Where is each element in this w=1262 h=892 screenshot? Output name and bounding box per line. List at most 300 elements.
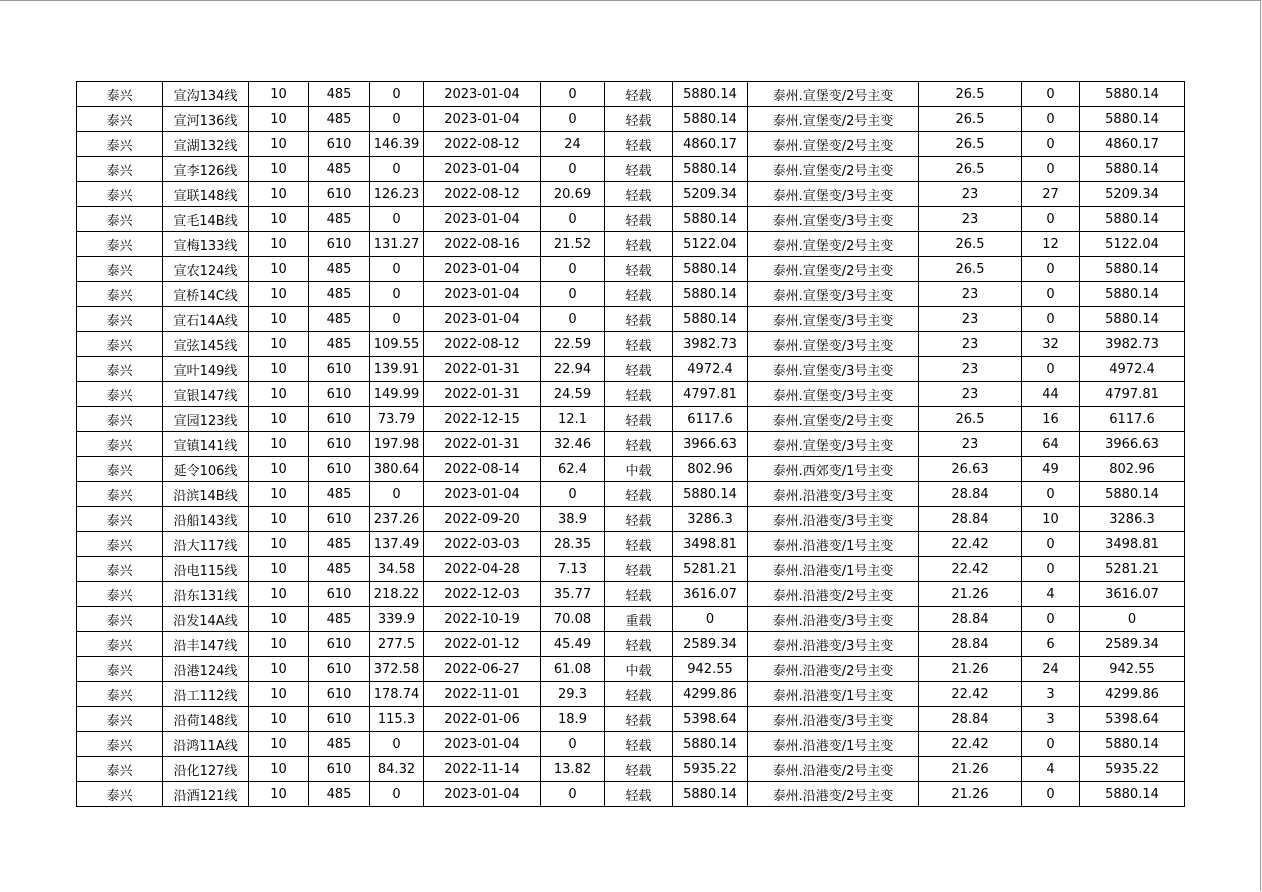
capacity-cell: 5209.34: [1080, 182, 1185, 207]
available-capacity-cell: 802.96: [673, 457, 748, 482]
line-name-cell: 沿电115线: [163, 557, 249, 582]
load-status-cell: 轻载: [605, 182, 673, 207]
load-rate-cell: 18.9: [541, 707, 605, 732]
count-cell: 0: [1022, 107, 1080, 132]
load-status-cell: 轻载: [605, 332, 673, 357]
line-name-cell: 沿丰147线: [163, 632, 249, 657]
voltage-cell: 10: [249, 582, 309, 607]
count-cell: 64: [1022, 432, 1080, 457]
count-cell: 16: [1022, 407, 1080, 432]
transformer-load-cell: 23: [919, 207, 1022, 232]
available-capacity-cell: 5398.64: [673, 707, 748, 732]
capacity-cell: 4299.86: [1080, 682, 1185, 707]
voltage-cell: 10: [249, 382, 309, 407]
line-name-cell: 沿荷148线: [163, 707, 249, 732]
line-name-cell: 沿发14A线: [163, 607, 249, 632]
date-cell: 2022-01-12: [424, 632, 541, 657]
rated-current-cell: 610: [309, 657, 370, 682]
rated-current-cell: 610: [309, 357, 370, 382]
table-row: [77, 107, 1185, 132]
region-cell: 泰兴: [77, 632, 163, 657]
region-cell: 泰兴: [77, 82, 163, 107]
count-cell: 32: [1022, 332, 1080, 357]
load-rate-cell: 35.77: [541, 582, 605, 607]
voltage-cell: 10: [249, 532, 309, 557]
date-cell: 2023-01-04: [424, 482, 541, 507]
line-name-cell: 宣湖132线: [163, 132, 249, 157]
table-row: [77, 132, 1185, 157]
capacity-cell: 5880.14: [1080, 107, 1185, 132]
capacity-cell: 5880.14: [1080, 482, 1185, 507]
transformer-cell: 泰州.宣堡变/3号主变: [748, 207, 919, 232]
max-current-cell: 197.98: [370, 432, 424, 457]
date-cell: 2023-01-04: [424, 157, 541, 182]
region-cell: 泰兴: [77, 382, 163, 407]
load-rate-cell: 61.08: [541, 657, 605, 682]
table-row: [77, 457, 1185, 482]
transformer-cell: 泰州.沿港变/3号主变: [748, 607, 919, 632]
rated-current-cell: 610: [309, 382, 370, 407]
capacity-cell: 802.96: [1080, 457, 1185, 482]
transformer-load-cell: 26.5: [919, 407, 1022, 432]
transformer-load-cell: 22.42: [919, 532, 1022, 557]
load-rate-cell: 0: [541, 482, 605, 507]
rated-current-cell: 485: [309, 207, 370, 232]
region-cell: 泰兴: [77, 457, 163, 482]
date-cell: 2022-01-31: [424, 382, 541, 407]
count-cell: 4: [1022, 757, 1080, 782]
table-row: [77, 407, 1185, 432]
voltage-cell: 10: [249, 207, 309, 232]
load-rate-cell: 0: [541, 157, 605, 182]
rated-current-cell: 610: [309, 632, 370, 657]
capacity-cell: 5281.21: [1080, 557, 1185, 582]
load-rate-cell: 0: [541, 732, 605, 757]
capacity-cell: 0: [1080, 607, 1185, 632]
count-cell: 27: [1022, 182, 1080, 207]
region-cell: 泰兴: [77, 132, 163, 157]
table-row: [77, 357, 1185, 382]
rated-current-cell: 610: [309, 432, 370, 457]
transformer-cell: 泰州.宣堡变/2号主变: [748, 157, 919, 182]
max-current-cell: 126.23: [370, 182, 424, 207]
capacity-cell: 4972.4: [1080, 357, 1185, 382]
capacity-cell: 3982.73: [1080, 332, 1185, 357]
max-current-cell: 0: [370, 732, 424, 757]
table-row: [77, 207, 1185, 232]
max-current-cell: 237.26: [370, 507, 424, 532]
date-cell: 2022-08-14: [424, 457, 541, 482]
load-rate-cell: 0: [541, 207, 605, 232]
transformer-load-cell: 22.42: [919, 557, 1022, 582]
table-row: [77, 732, 1185, 757]
load-rate-cell: 45.49: [541, 632, 605, 657]
rated-current-cell: 485: [309, 732, 370, 757]
table-row: [77, 682, 1185, 707]
line-name-cell: 宣银147线: [163, 382, 249, 407]
rated-current-cell: 610: [309, 457, 370, 482]
line-name-cell: 沿港124线: [163, 657, 249, 682]
transformer-cell: 泰州.沿港变/3号主变: [748, 482, 919, 507]
date-cell: 2023-01-04: [424, 307, 541, 332]
voltage-cell: 10: [249, 707, 309, 732]
available-capacity-cell: 5880.14: [673, 307, 748, 332]
date-cell: 2022-03-03: [424, 532, 541, 557]
capacity-cell: 2589.34: [1080, 632, 1185, 657]
voltage-cell: 10: [249, 632, 309, 657]
available-capacity-cell: 5880.14: [673, 482, 748, 507]
max-current-cell: 0: [370, 257, 424, 282]
region-cell: 泰兴: [77, 532, 163, 557]
transformer-load-cell: 26.63: [919, 457, 1022, 482]
transformer-load-cell: 26.5: [919, 257, 1022, 282]
table-row: [77, 432, 1185, 457]
max-current-cell: 0: [370, 782, 424, 807]
transformer-cell: 泰州.宣堡变/3号主变: [748, 357, 919, 382]
transformer-cell: 泰州.宣堡变/3号主变: [748, 182, 919, 207]
table-row: [77, 632, 1185, 657]
rated-current-cell: 485: [309, 282, 370, 307]
capacity-cell: 5880.14: [1080, 732, 1185, 757]
rated-current-cell: 485: [309, 157, 370, 182]
count-cell: 0: [1022, 607, 1080, 632]
transformer-load-cell: 28.84: [919, 707, 1022, 732]
region-cell: 泰兴: [77, 357, 163, 382]
load-status-cell: 轻载: [605, 257, 673, 282]
load-rate-cell: 29.3: [541, 682, 605, 707]
capacity-cell: 5880.14: [1080, 157, 1185, 182]
voltage-cell: 10: [249, 457, 309, 482]
max-current-cell: 178.74: [370, 682, 424, 707]
max-current-cell: 0: [370, 307, 424, 332]
transformer-load-cell: 23: [919, 182, 1022, 207]
max-current-cell: 137.49: [370, 532, 424, 557]
load-rate-cell: 22.94: [541, 357, 605, 382]
transformer-cell: 泰州.宣堡变/2号主变: [748, 132, 919, 157]
table-row: [77, 557, 1185, 582]
count-cell: 0: [1022, 782, 1080, 807]
count-cell: 0: [1022, 732, 1080, 757]
load-status-cell: 轻载: [605, 82, 673, 107]
load-status-cell: 轻载: [605, 757, 673, 782]
load-status-cell: 轻载: [605, 732, 673, 757]
count-cell: 6: [1022, 632, 1080, 657]
max-current-cell: 372.58: [370, 657, 424, 682]
table-row: [77, 782, 1185, 807]
load-status-cell: 轻载: [605, 707, 673, 732]
date-cell: 2022-06-27: [424, 657, 541, 682]
date-cell: 2023-01-04: [424, 107, 541, 132]
region-cell: 泰兴: [77, 282, 163, 307]
max-current-cell: 0: [370, 82, 424, 107]
transformer-cell: 泰州.沿港变/1号主变: [748, 682, 919, 707]
line-name-cell: 宣弦145线: [163, 332, 249, 357]
transformer-load-cell: 23: [919, 332, 1022, 357]
max-current-cell: 34.58: [370, 557, 424, 582]
transformer-load-cell: 21.26: [919, 782, 1022, 807]
max-current-cell: 0: [370, 282, 424, 307]
available-capacity-cell: 4797.81: [673, 382, 748, 407]
table-row: [77, 507, 1185, 532]
line-name-cell: 宣石14A线: [163, 307, 249, 332]
count-cell: 0: [1022, 557, 1080, 582]
available-capacity-cell: 5880.14: [673, 282, 748, 307]
transformer-cell: 泰州.宣堡变/3号主变: [748, 332, 919, 357]
date-cell: 2022-01-31: [424, 432, 541, 457]
rated-current-cell: 485: [309, 557, 370, 582]
count-cell: 49: [1022, 457, 1080, 482]
region-cell: 泰兴: [77, 207, 163, 232]
voltage-cell: 10: [249, 357, 309, 382]
date-cell: 2022-12-15: [424, 407, 541, 432]
line-name-cell: 沿大117线: [163, 532, 249, 557]
load-rate-cell: 0: [541, 282, 605, 307]
max-current-cell: 0: [370, 157, 424, 182]
voltage-cell: 10: [249, 782, 309, 807]
load-status-cell: 中载: [605, 457, 673, 482]
count-cell: 0: [1022, 482, 1080, 507]
available-capacity-cell: 5880.14: [673, 257, 748, 282]
count-cell: 3: [1022, 707, 1080, 732]
transformer-cell: 泰州.沿港变/1号主变: [748, 557, 919, 582]
load-rate-cell: 38.9: [541, 507, 605, 532]
voltage-cell: 10: [249, 282, 309, 307]
max-current-cell: 339.9: [370, 607, 424, 632]
line-name-cell: 沿东131线: [163, 582, 249, 607]
capacity-cell: 942.55: [1080, 657, 1185, 682]
transformer-load-cell: 21.26: [919, 757, 1022, 782]
voltage-cell: 10: [249, 607, 309, 632]
region-cell: 泰兴: [77, 232, 163, 257]
load-status-cell: 轻载: [605, 507, 673, 532]
rated-current-cell: 485: [309, 107, 370, 132]
load-status-cell: 轻载: [605, 107, 673, 132]
available-capacity-cell: 3982.73: [673, 332, 748, 357]
region-cell: 泰兴: [77, 332, 163, 357]
line-name-cell: 宣河136线: [163, 107, 249, 132]
count-cell: 24: [1022, 657, 1080, 682]
available-capacity-cell: 6117.6: [673, 407, 748, 432]
transformer-load-cell: 28.84: [919, 632, 1022, 657]
load-status-cell: 轻载: [605, 582, 673, 607]
load-rate-cell: 0: [541, 107, 605, 132]
line-name-cell: 沿化127线: [163, 757, 249, 782]
voltage-cell: 10: [249, 732, 309, 757]
rated-current-cell: 610: [309, 507, 370, 532]
table-row: [77, 307, 1185, 332]
line-name-cell: 宣镇141线: [163, 432, 249, 457]
load-rate-cell: 70.08: [541, 607, 605, 632]
voltage-cell: 10: [249, 132, 309, 157]
load-status-cell: 轻载: [605, 782, 673, 807]
load-status-cell: 轻载: [605, 357, 673, 382]
voltage-cell: 10: [249, 657, 309, 682]
table-row: [77, 757, 1185, 782]
rated-current-cell: 610: [309, 407, 370, 432]
available-capacity-cell: 3616.07: [673, 582, 748, 607]
rated-current-cell: 610: [309, 232, 370, 257]
table-row: [77, 157, 1185, 182]
rated-current-cell: 610: [309, 182, 370, 207]
count-cell: 0: [1022, 307, 1080, 332]
region-cell: 泰兴: [77, 157, 163, 182]
count-cell: 12: [1022, 232, 1080, 257]
table-row: [77, 482, 1185, 507]
voltage-cell: 10: [249, 507, 309, 532]
transformer-cell: 泰州.沿港变/1号主变: [748, 732, 919, 757]
region-cell: 泰兴: [77, 407, 163, 432]
available-capacity-cell: 0: [673, 607, 748, 632]
transformer-cell: 泰州.沿港变/2号主变: [748, 582, 919, 607]
line-name-cell: 宣李126线: [163, 157, 249, 182]
transformer-load-cell: 28.84: [919, 482, 1022, 507]
available-capacity-cell: 5935.22: [673, 757, 748, 782]
load-status-cell: 轻载: [605, 282, 673, 307]
transformer-cell: 泰州.宣堡变/2号主变: [748, 232, 919, 257]
available-capacity-cell: 5880.14: [673, 732, 748, 757]
max-current-cell: 146.39: [370, 132, 424, 157]
count-cell: 44: [1022, 382, 1080, 407]
line-name-cell: 宣园123线: [163, 407, 249, 432]
capacity-cell: 3616.07: [1080, 582, 1185, 607]
date-cell: 2022-04-28: [424, 557, 541, 582]
capacity-cell: 5880.14: [1080, 82, 1185, 107]
max-current-cell: 218.22: [370, 582, 424, 607]
load-status-cell: 轻载: [605, 132, 673, 157]
transformer-cell: 泰州.宣堡变/3号主变: [748, 382, 919, 407]
line-name-cell: 延令106线: [163, 457, 249, 482]
load-status-cell: 轻载: [605, 532, 673, 557]
transformer-cell: 泰州.沿港变/3号主变: [748, 507, 919, 532]
region-cell: 泰兴: [77, 757, 163, 782]
available-capacity-cell: 4972.4: [673, 357, 748, 382]
available-capacity-cell: 942.55: [673, 657, 748, 682]
capacity-cell: 3286.3: [1080, 507, 1185, 532]
line-name-cell: 宣联148线: [163, 182, 249, 207]
line-name-cell: 沿酒121线: [163, 782, 249, 807]
transformer-load-cell: 21.26: [919, 582, 1022, 607]
capacity-cell: 6117.6: [1080, 407, 1185, 432]
transformer-load-cell: 28.84: [919, 507, 1022, 532]
table-body: [77, 82, 1185, 807]
rated-current-cell: 610: [309, 682, 370, 707]
available-capacity-cell: 5122.04: [673, 232, 748, 257]
line-name-cell: 宣毛14B线: [163, 207, 249, 232]
max-current-cell: 277.5: [370, 632, 424, 657]
voltage-cell: 10: [249, 432, 309, 457]
voltage-cell: 10: [249, 107, 309, 132]
capacity-cell: 5880.14: [1080, 257, 1185, 282]
load-rate-cell: 7.13: [541, 557, 605, 582]
region-cell: 泰兴: [77, 607, 163, 632]
load-rate-cell: 32.46: [541, 432, 605, 457]
table-row: [77, 282, 1185, 307]
region-cell: 泰兴: [77, 707, 163, 732]
max-current-cell: 84.32: [370, 757, 424, 782]
line-name-cell: 宣叶149线: [163, 357, 249, 382]
line-name-cell: 宣桥14C线: [163, 282, 249, 307]
region-cell: 泰兴: [77, 582, 163, 607]
transformer-load-cell: 26.5: [919, 82, 1022, 107]
load-status-cell: 轻载: [605, 232, 673, 257]
date-cell: 2023-01-04: [424, 207, 541, 232]
date-cell: 2022-01-31: [424, 357, 541, 382]
available-capacity-cell: 2589.34: [673, 632, 748, 657]
load-status-cell: 轻载: [605, 682, 673, 707]
load-status-cell: 轻载: [605, 632, 673, 657]
table-row: [77, 232, 1185, 257]
rated-current-cell: 485: [309, 782, 370, 807]
line-name-cell: 沿工112线: [163, 682, 249, 707]
date-cell: 2022-08-16: [424, 232, 541, 257]
transformer-cell: 泰州.沿港变/3号主变: [748, 632, 919, 657]
load-rate-cell: 13.82: [541, 757, 605, 782]
load-rate-cell: 0: [541, 782, 605, 807]
load-rate-cell: 0: [541, 257, 605, 282]
max-current-cell: 73.79: [370, 407, 424, 432]
table-row: [77, 657, 1185, 682]
voltage-cell: 10: [249, 232, 309, 257]
region-cell: 泰兴: [77, 432, 163, 457]
load-status-cell: 轻载: [605, 407, 673, 432]
transformer-load-cell: 22.42: [919, 682, 1022, 707]
region-cell: 泰兴: [77, 732, 163, 757]
date-cell: 2022-11-14: [424, 757, 541, 782]
transformer-load-cell: 28.84: [919, 607, 1022, 632]
transformer-cell: 泰州.沿港变/2号主变: [748, 657, 919, 682]
voltage-cell: 10: [249, 682, 309, 707]
load-status-cell: 轻载: [605, 157, 673, 182]
region-cell: 泰兴: [77, 307, 163, 332]
table-row: [77, 332, 1185, 357]
transformer-load-cell: 26.5: [919, 132, 1022, 157]
available-capacity-cell: 5209.34: [673, 182, 748, 207]
max-current-cell: 0: [370, 107, 424, 132]
count-cell: 3: [1022, 682, 1080, 707]
transformer-cell: 泰州.宣堡变/3号主变: [748, 282, 919, 307]
max-current-cell: 0: [370, 482, 424, 507]
count-cell: 4: [1022, 582, 1080, 607]
transformer-cell: 泰州.宣堡变/3号主变: [748, 432, 919, 457]
count-cell: 10: [1022, 507, 1080, 532]
voltage-cell: 10: [249, 182, 309, 207]
load-rate-cell: 62.4: [541, 457, 605, 482]
date-cell: 2022-08-12: [424, 182, 541, 207]
date-cell: 2023-01-04: [424, 82, 541, 107]
transformer-cell: 泰州.沿港变/2号主变: [748, 757, 919, 782]
capacity-cell: 4797.81: [1080, 382, 1185, 407]
load-status-cell: 轻载: [605, 482, 673, 507]
load-rate-cell: 22.59: [541, 332, 605, 357]
load-status-cell: 轻载: [605, 307, 673, 332]
rated-current-cell: 610: [309, 757, 370, 782]
line-name-cell: 沿船143线: [163, 507, 249, 532]
capacity-cell: 3966.63: [1080, 432, 1185, 457]
capacity-cell: 3498.81: [1080, 532, 1185, 557]
max-current-cell: 109.55: [370, 332, 424, 357]
date-cell: 2022-01-06: [424, 707, 541, 732]
load-rate-cell: 24.59: [541, 382, 605, 407]
table-row: [77, 82, 1185, 107]
table-row: [77, 182, 1185, 207]
available-capacity-cell: 5281.21: [673, 557, 748, 582]
table-row: [77, 607, 1185, 632]
capacity-cell: 5935.22: [1080, 757, 1185, 782]
date-cell: 2023-01-04: [424, 282, 541, 307]
load-status-cell: 轻载: [605, 557, 673, 582]
load-rate-cell: 0: [541, 307, 605, 332]
capacity-cell: 5880.14: [1080, 782, 1185, 807]
